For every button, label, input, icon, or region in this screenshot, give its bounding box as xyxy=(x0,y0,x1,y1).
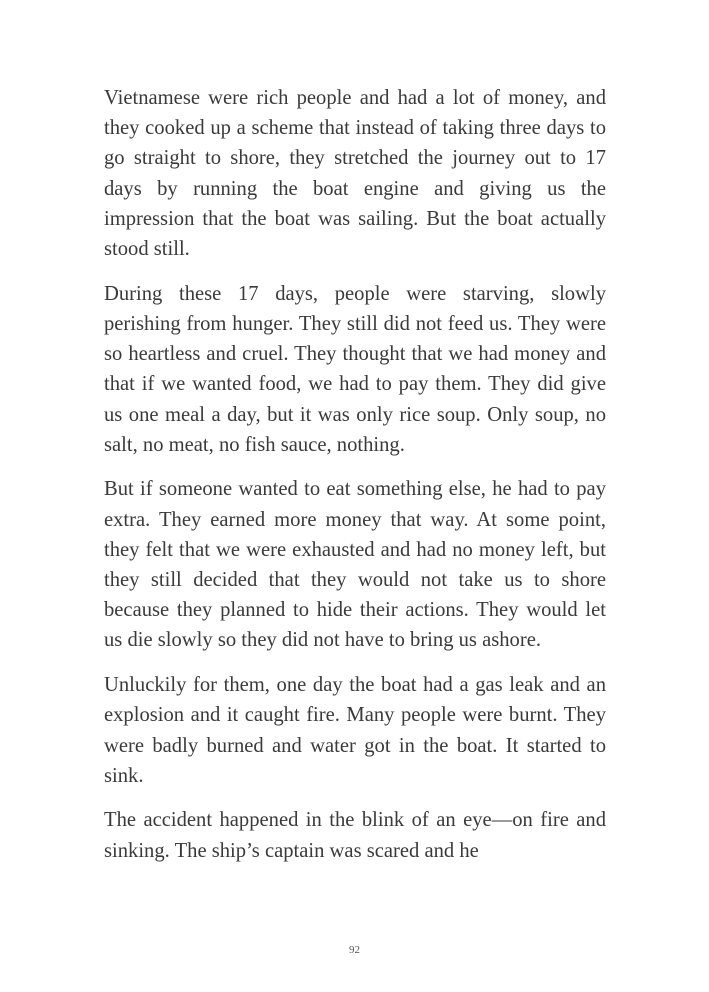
paragraph-1: Vietnamese were rich people and had a lot of money, and they cooked up a scheme that instead of taking three days to go straight to shore, they stretched the journey out to 17 days by running the boat engine and giving us the impression that the boat was sailing. But the boat actually stood still. xyxy=(104,87,606,261)
paragraph-2: During these 17 days, people were starving, slowly perishing from hunger. They still did not feed us. They were so heartless and cruel. They thought that we had money and that if we wanted food, we had to pay them. They did give us one meal a day, but it was only rice soup. Only soup, no salt, no meat, no fish sauce, nothing. xyxy=(104,282,606,456)
paragraph-4: Unluckily for them, one day the boat had a gas leak and an explosion and it caught fire. Many people were burnt. They were badly burned and water got in the boat. It started to sink. xyxy=(104,674,606,787)
paragraph-5: The accident happened in the blink of an eye—on fire and sinking. The ship’s captain was scared and he xyxy=(104,809,606,862)
paragraph-3: But if someone wanted to eat something else, he had to pay extra. They earned more money that way. At some point, they felt that we were exhausted and had no money left, but they still decided that they would not take us to shore because they planned to hide their actions. They would let us die slowly so they did not have to bring us ashore. xyxy=(104,478,606,652)
page-number: 92 xyxy=(349,944,360,956)
body-text xyxy=(104,83,606,866)
